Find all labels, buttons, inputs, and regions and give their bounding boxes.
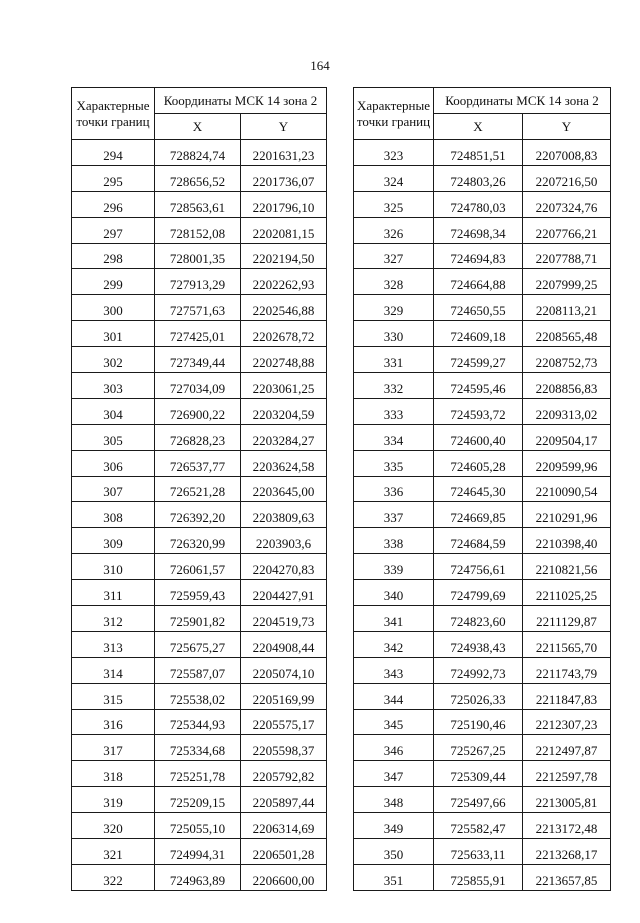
x-cell: 727425,01 xyxy=(155,321,241,347)
x-cell: 724669,85 xyxy=(434,502,523,528)
header-x: X xyxy=(155,114,241,140)
x-cell: 726061,57 xyxy=(155,554,241,580)
table-row xyxy=(354,347,611,373)
table-row xyxy=(354,269,611,295)
x-cell: 725587,07 xyxy=(155,657,241,683)
y-cell: 2210090,54 xyxy=(523,476,611,502)
y-cell: 2206314,69 xyxy=(241,813,327,839)
y-cell: 2205792,82 xyxy=(241,761,327,787)
point-cell: 346 xyxy=(354,735,434,761)
x-cell: 725309,44 xyxy=(434,761,523,787)
x-cell: 725055,10 xyxy=(155,813,241,839)
table-row xyxy=(354,735,611,761)
point-cell: 337 xyxy=(354,502,434,528)
table-row xyxy=(72,140,327,166)
x-cell: 724963,89 xyxy=(155,864,241,890)
x-cell: 726392,20 xyxy=(155,502,241,528)
point-cell: 336 xyxy=(354,476,434,502)
point-cell: 305 xyxy=(72,424,155,450)
x-cell: 724780,03 xyxy=(434,191,523,217)
y-cell: 2207324,76 xyxy=(523,191,611,217)
point-cell: 311 xyxy=(72,580,155,606)
point-cell: 342 xyxy=(354,631,434,657)
table-body-right xyxy=(354,140,611,891)
x-cell: 726320,99 xyxy=(155,528,241,554)
x-cell: 724605,28 xyxy=(434,450,523,476)
x-cell: 724593,72 xyxy=(434,398,523,424)
x-cell: 728001,35 xyxy=(155,243,241,269)
y-cell: 2203903,6 xyxy=(241,528,327,554)
y-cell: 2203204,59 xyxy=(241,398,327,424)
x-cell: 724938,43 xyxy=(434,631,523,657)
table-row xyxy=(72,373,327,399)
y-cell: 2205897,44 xyxy=(241,787,327,813)
x-cell: 726537,77 xyxy=(155,450,241,476)
table-row xyxy=(72,735,327,761)
header-points-line2: точки границ xyxy=(356,113,431,129)
table-row xyxy=(354,761,611,787)
y-cell: 2211565,70 xyxy=(523,631,611,657)
x-cell: 724650,55 xyxy=(434,295,523,321)
table-row xyxy=(72,683,327,709)
x-cell: 724599,27 xyxy=(434,347,523,373)
x-cell: 728563,61 xyxy=(155,191,241,217)
x-cell: 725855,91 xyxy=(434,864,523,890)
table-row xyxy=(354,580,611,606)
point-cell: 304 xyxy=(72,398,155,424)
point-cell: 351 xyxy=(354,864,434,890)
point-cell: 317 xyxy=(72,735,155,761)
header-points xyxy=(354,88,434,140)
x-cell: 724994,31 xyxy=(155,839,241,865)
y-cell: 2211025,25 xyxy=(523,580,611,606)
header-points-line1: Характерные xyxy=(357,97,430,113)
y-cell: 2201796,10 xyxy=(241,191,327,217)
table-row xyxy=(72,864,327,890)
y-cell: 2211129,87 xyxy=(523,606,611,632)
header-points-line1: Характерные xyxy=(76,97,150,113)
y-cell: 2212307,23 xyxy=(523,709,611,735)
y-cell: 2204908,44 xyxy=(241,631,327,657)
point-cell: 306 xyxy=(72,450,155,476)
table-row xyxy=(354,709,611,735)
y-cell: 2208856,83 xyxy=(523,373,611,399)
x-cell: 724992,73 xyxy=(434,657,523,683)
x-cell: 725901,82 xyxy=(155,606,241,632)
y-cell: 2207999,25 xyxy=(523,269,611,295)
point-cell: 312 xyxy=(72,606,155,632)
y-cell: 2202081,15 xyxy=(241,217,327,243)
point-cell: 300 xyxy=(72,295,155,321)
point-cell: 325 xyxy=(354,191,434,217)
y-cell: 2202678,72 xyxy=(241,321,327,347)
y-cell: 2207008,83 xyxy=(523,140,611,166)
y-cell: 2211847,83 xyxy=(523,683,611,709)
x-cell: 724600,40 xyxy=(434,424,523,450)
y-cell: 2202194,50 xyxy=(241,243,327,269)
table-row xyxy=(72,554,327,580)
x-cell: 725497,66 xyxy=(434,787,523,813)
y-cell: 2210821,56 xyxy=(523,554,611,580)
x-cell: 727913,29 xyxy=(155,269,241,295)
y-cell: 2202546,88 xyxy=(241,295,327,321)
y-cell: 2207766,21 xyxy=(523,217,611,243)
point-cell: 318 xyxy=(72,761,155,787)
table-row xyxy=(354,787,611,813)
point-cell: 315 xyxy=(72,683,155,709)
y-cell: 2201736,07 xyxy=(241,165,327,191)
table-row xyxy=(72,502,327,528)
y-cell: 2202262,93 xyxy=(241,269,327,295)
x-cell: 725026,33 xyxy=(434,683,523,709)
table-row xyxy=(354,839,611,865)
header-coords-title: Координаты МСК 14 зона 2 xyxy=(434,88,611,114)
header-y: Y xyxy=(241,114,327,140)
y-cell: 2208113,21 xyxy=(523,295,611,321)
table-row xyxy=(354,398,611,424)
point-cell: 331 xyxy=(354,347,434,373)
header-points xyxy=(72,88,155,140)
table-row xyxy=(72,813,327,839)
y-cell: 2213657,85 xyxy=(523,864,611,890)
y-cell: 2210398,40 xyxy=(523,528,611,554)
y-cell: 2205074,10 xyxy=(241,657,327,683)
point-cell: 327 xyxy=(354,243,434,269)
x-cell: 725190,46 xyxy=(434,709,523,735)
x-cell: 724799,69 xyxy=(434,580,523,606)
point-cell: 329 xyxy=(354,295,434,321)
table-row xyxy=(72,269,327,295)
point-cell: 302 xyxy=(72,347,155,373)
table-row xyxy=(354,243,611,269)
table-row xyxy=(72,217,327,243)
table-row xyxy=(354,528,611,554)
table-row xyxy=(72,657,327,683)
table-row xyxy=(354,683,611,709)
point-cell: 332 xyxy=(354,373,434,399)
y-cell: 2204427,91 xyxy=(241,580,327,606)
table-row xyxy=(354,554,611,580)
y-cell: 2213172,48 xyxy=(523,813,611,839)
coordinates-table-left xyxy=(71,87,327,891)
table-row xyxy=(354,813,611,839)
x-cell: 725675,27 xyxy=(155,631,241,657)
table-row xyxy=(354,295,611,321)
y-cell: 2203809,63 xyxy=(241,502,327,528)
y-cell: 2203624,58 xyxy=(241,450,327,476)
point-cell: 295 xyxy=(72,165,155,191)
x-cell: 726900,22 xyxy=(155,398,241,424)
table-row xyxy=(72,398,327,424)
y-cell: 2205575,17 xyxy=(241,709,327,735)
table-row xyxy=(72,787,327,813)
point-cell: 340 xyxy=(354,580,434,606)
point-cell: 296 xyxy=(72,191,155,217)
table-row xyxy=(72,191,327,217)
point-cell: 319 xyxy=(72,787,155,813)
x-cell: 724609,18 xyxy=(434,321,523,347)
point-cell: 322 xyxy=(72,864,155,890)
point-cell: 338 xyxy=(354,528,434,554)
point-cell: 310 xyxy=(72,554,155,580)
point-cell: 341 xyxy=(354,606,434,632)
table-row xyxy=(354,476,611,502)
point-cell: 307 xyxy=(72,476,155,502)
table-row xyxy=(72,709,327,735)
y-cell: 2211743,79 xyxy=(523,657,611,683)
point-cell: 309 xyxy=(72,528,155,554)
x-cell: 724664,88 xyxy=(434,269,523,295)
y-cell: 2208752,73 xyxy=(523,347,611,373)
header-points-line2: точки границ xyxy=(76,113,150,129)
y-cell: 2205169,99 xyxy=(241,683,327,709)
point-cell: 297 xyxy=(72,217,155,243)
point-cell: 345 xyxy=(354,709,434,735)
y-cell: 2206600,00 xyxy=(241,864,327,890)
x-cell: 724756,61 xyxy=(434,554,523,580)
x-cell: 725582,47 xyxy=(434,813,523,839)
table-row xyxy=(72,476,327,502)
page-number: 164 xyxy=(310,58,330,73)
y-cell: 2210291,96 xyxy=(523,502,611,528)
y-cell: 2205598,37 xyxy=(241,735,327,761)
x-cell: 725251,78 xyxy=(155,761,241,787)
table-row xyxy=(72,165,327,191)
x-cell: 725633,11 xyxy=(434,839,523,865)
x-cell: 724823,60 xyxy=(434,606,523,632)
table-row xyxy=(354,424,611,450)
point-cell: 314 xyxy=(72,657,155,683)
table-row xyxy=(354,657,611,683)
y-cell: 2213268,17 xyxy=(523,839,611,865)
table-row xyxy=(72,450,327,476)
table-row xyxy=(354,631,611,657)
header-y: Y xyxy=(523,114,611,140)
table-row xyxy=(72,347,327,373)
y-cell: 2207216,50 xyxy=(523,165,611,191)
x-cell: 725209,15 xyxy=(155,787,241,813)
table-row xyxy=(354,140,611,166)
x-cell: 725344,93 xyxy=(155,709,241,735)
y-cell: 2203061,25 xyxy=(241,373,327,399)
point-cell: 303 xyxy=(72,373,155,399)
point-cell: 333 xyxy=(354,398,434,424)
y-cell: 2204270,83 xyxy=(241,554,327,580)
point-cell: 328 xyxy=(354,269,434,295)
x-cell: 725959,43 xyxy=(155,580,241,606)
table-row xyxy=(354,217,611,243)
point-cell: 320 xyxy=(72,813,155,839)
table-row xyxy=(72,528,327,554)
x-cell: 725538,02 xyxy=(155,683,241,709)
header-coords-title: Координаты МСК 14 зона 2 xyxy=(155,88,327,114)
x-cell: 724851,51 xyxy=(434,140,523,166)
point-cell: 330 xyxy=(354,321,434,347)
table-row xyxy=(354,450,611,476)
point-cell: 321 xyxy=(72,839,155,865)
x-cell: 728656,52 xyxy=(155,165,241,191)
table-row xyxy=(72,839,327,865)
point-cell: 348 xyxy=(354,787,434,813)
table-body-left xyxy=(72,140,327,891)
x-cell: 727034,09 xyxy=(155,373,241,399)
table-row xyxy=(354,864,611,890)
point-cell: 326 xyxy=(354,217,434,243)
point-cell: 347 xyxy=(354,761,434,787)
table-row xyxy=(72,761,327,787)
table-row xyxy=(72,295,327,321)
x-cell: 728152,08 xyxy=(155,217,241,243)
point-cell: 299 xyxy=(72,269,155,295)
point-cell: 301 xyxy=(72,321,155,347)
point-cell: 298 xyxy=(72,243,155,269)
y-cell: 2212497,87 xyxy=(523,735,611,761)
table-row xyxy=(354,191,611,217)
table-row xyxy=(354,502,611,528)
x-cell: 724698,34 xyxy=(434,217,523,243)
y-cell: 2202748,88 xyxy=(241,347,327,373)
point-cell: 294 xyxy=(72,140,155,166)
y-cell: 2213005,81 xyxy=(523,787,611,813)
x-cell: 727571,63 xyxy=(155,295,241,321)
x-cell: 724595,46 xyxy=(434,373,523,399)
x-cell: 724803,26 xyxy=(434,165,523,191)
y-cell: 2209599,96 xyxy=(523,450,611,476)
y-cell: 2209313,02 xyxy=(523,398,611,424)
x-cell: 726521,28 xyxy=(155,476,241,502)
y-cell: 2203645,00 xyxy=(241,476,327,502)
y-cell: 2207788,71 xyxy=(523,243,611,269)
y-cell: 2203284,27 xyxy=(241,424,327,450)
point-cell: 344 xyxy=(354,683,434,709)
table-row xyxy=(72,580,327,606)
table-row xyxy=(354,373,611,399)
table-row xyxy=(72,424,327,450)
point-cell: 343 xyxy=(354,657,434,683)
point-cell: 316 xyxy=(72,709,155,735)
x-cell: 724645,30 xyxy=(434,476,523,502)
point-cell: 334 xyxy=(354,424,434,450)
y-cell: 2201631,23 xyxy=(241,140,327,166)
y-cell: 2206501,28 xyxy=(241,839,327,865)
x-cell: 724684,59 xyxy=(434,528,523,554)
point-cell: 323 xyxy=(354,140,434,166)
point-cell: 349 xyxy=(354,813,434,839)
x-cell: 727349,44 xyxy=(155,347,241,373)
x-cell: 725267,25 xyxy=(434,735,523,761)
y-cell: 2208565,48 xyxy=(523,321,611,347)
point-cell: 350 xyxy=(354,839,434,865)
table-row xyxy=(354,606,611,632)
table-row xyxy=(354,321,611,347)
point-cell: 313 xyxy=(72,631,155,657)
x-cell: 724694,83 xyxy=(434,243,523,269)
table-row xyxy=(72,606,327,632)
y-cell: 2212597,78 xyxy=(523,761,611,787)
x-cell: 728824,74 xyxy=(155,140,241,166)
point-cell: 339 xyxy=(354,554,434,580)
point-cell: 335 xyxy=(354,450,434,476)
table-row xyxy=(72,243,327,269)
point-cell: 324 xyxy=(354,165,434,191)
y-cell: 2209504,17 xyxy=(523,424,611,450)
table-row xyxy=(72,631,327,657)
table-row xyxy=(72,321,327,347)
x-cell: 725334,68 xyxy=(155,735,241,761)
header-x: X xyxy=(434,114,523,140)
y-cell: 2204519,73 xyxy=(241,606,327,632)
x-cell: 726828,23 xyxy=(155,424,241,450)
point-cell: 308 xyxy=(72,502,155,528)
table-row xyxy=(354,165,611,191)
coordinates-table-right xyxy=(353,87,611,891)
